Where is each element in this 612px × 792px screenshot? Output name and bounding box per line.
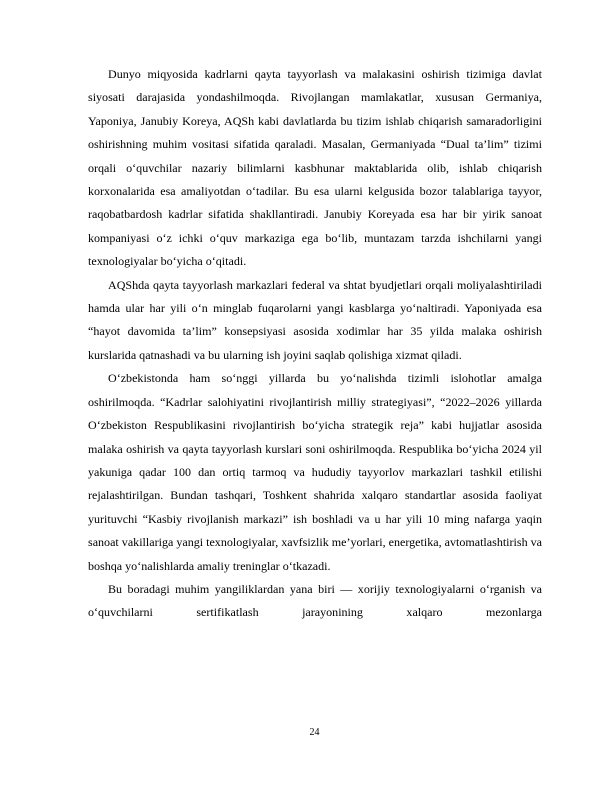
paragraph-aqshda: AQShda qayta tayyorlash markazlari federal va shtat byudjetlari orqali moliyalashtiriladi hamda ular har yili o‘n minglab fuqarolarni yangi kasblarga yo‘naltiradi. Yaponiyada esa “hayot davomida ta’lim” konsepsiyasi asosida xodimlar har 35 yilda malaka oshirish kurslarida qatnashadi va bu ularning ish joyini saqlab qolishiga xizmat qiladi. xyxy=(88,277,542,362)
paragraph-dunyo-miqyosida: Dunyo miqyosida kadrlarni qayta tayyorlash va malakasini oshirish tizimiga davlat siyosati darajasida yondashilmoqda. Rivojlangan mamlakatlar, xususan Germaniya, Yaponiya, Janubiy Koreya, AQSh kabi davlatlarda bu tizim ishlab chiqarish samaradorligini oshirishning muhim vositasi sifatida qaraladi. Masalan, Germaniyada “Dual ta’lim” tizimi orqali o‘quvchilar nazariy bilimlarni kasbhunar maktablarida olib, ishlab chiqarish korxonalarida esa amaliyotdan o‘tadilar. Bu esa ularni kelgusida bozor talablariga tayyor, raqobatbardosh kadrlar sifatida shakllantiradi. Janubiy Koreyada esa har bir yirik sanoat kompaniyasi o‘z ichki o‘quv markaziga ega bo‘lib, muntazam tarzda ishchilarni yangi texnologiyalar bo‘yicha o‘qitadi. xyxy=(88,67,542,269)
paragraph-bu-boradagi: Bu boradagi muhim yangiliklardan yana biri — xorijiy texnologiyalarni o‘rganish va o‘quvchilarni sertifikatlash jarayonining xalqaro mezonlarga xyxy=(88,581,542,620)
page-number: 24 xyxy=(309,727,320,738)
paragraph-ozbekistonda: O‘zbekistonda ham so‘nggi yillarda bu yo‘nalishda tizimli islohotlar amalga oshirilmoqda. “Kadrlar salohiyatini rivojlantirish milliy strategiyasi”, “2022–2026 yillarda O‘zbekiston Respublikasini rivojlantirish bo‘yicha strategik reja” kabi hujjatlar asosida malaka oshirish va qayta tayyorlash kurslari soni oshirilmoqda. Respublika bo‘yicha 2024 yil yakuniga qadar 100 dan ortiq tarmoq va hududiy tayyorlov markazlari tashkil etilishi rejalashtirilgan. Bundan tashqari, Toshkent shahrida xalqaro standartlar asosida faoliyat yurituvchi “Kasbiy rivojlanish markazi” ish boshladi va u har yili 10 ming nafarga yaqin sanoat vakillariga yangi texnologiyalar, xavfsizlik me’yorlari, energetika, avtomatlashtirish va boshqa yo‘nalishlarda amaliy treninglar o‘tkazadi. xyxy=(88,371,542,573)
body-text xyxy=(88,63,542,625)
